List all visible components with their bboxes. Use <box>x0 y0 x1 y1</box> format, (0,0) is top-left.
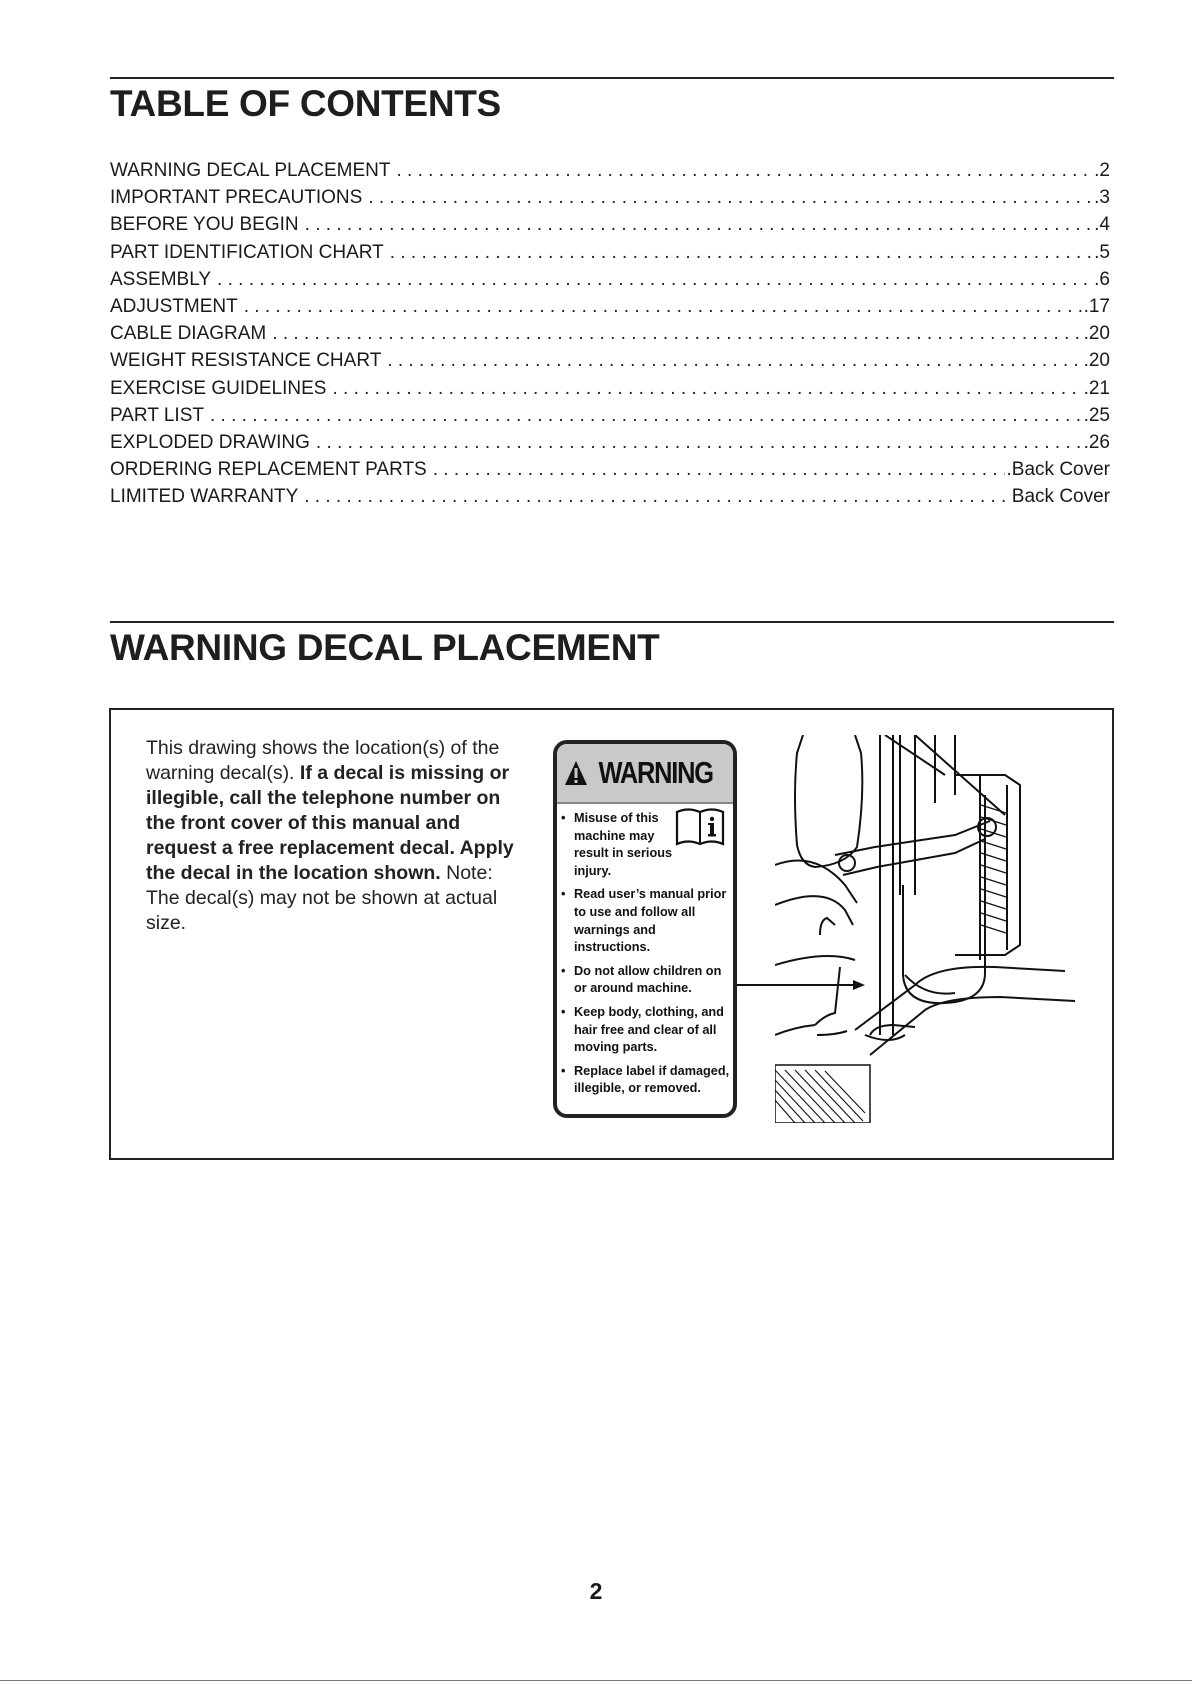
toc-leader <box>217 266 1092 293</box>
toc-entry[interactable] <box>110 347 1110 374</box>
toc-entry[interactable] <box>110 157 1110 184</box>
decal-instructions <box>146 736 526 936</box>
machine-illustration <box>775 735 1075 1123</box>
toc-entry-label: WEIGHT RESISTANCE CHART <box>110 350 382 372</box>
toc-leader <box>304 483 1010 510</box>
warning-triangle-icon <box>564 760 588 786</box>
toc-title: TABLE OF CONTENTS <box>110 83 501 124</box>
toc-entry-label: ADJUSTMENT <box>110 295 238 317</box>
toc-entry-page: .2 <box>1094 160 1110 181</box>
toc-entry[interactable] <box>110 293 1110 320</box>
toc-list <box>110 157 1110 510</box>
toc-leader <box>316 429 1082 456</box>
toc-entry-label: PART IDENTIFICATION CHART <box>110 241 384 263</box>
toc-entry-page: .3 <box>1094 187 1110 209</box>
warning-bullet: • Do not allow children on or around machine. <box>557 963 733 998</box>
warning-bullet: • Keep body, clothing, and hair free and clear of all moving parts. <box>557 1004 733 1057</box>
toc-entry[interactable] <box>110 483 1110 510</box>
toc-entry[interactable] <box>110 320 1110 347</box>
toc-top-rule <box>110 77 1114 79</box>
warning-decal-header <box>557 744 733 804</box>
toc-entry-page: .20 <box>1083 323 1110 345</box>
decal-pointer-arrow <box>737 975 867 995</box>
toc-entry-label: PART LIST <box>110 404 204 426</box>
toc-entry-label: EXPLODED DRAWING <box>110 431 310 453</box>
toc-entry-page: .25 <box>1083 404 1110 426</box>
decal-intro-text: This drawing shows the location(s) of the warning decal(s). <box>146 737 500 784</box>
toc-entry-page: Back Cover <box>1011 486 1110 508</box>
toc-leader <box>387 347 1081 374</box>
toc-entry[interactable] <box>110 184 1110 211</box>
toc-leader <box>244 293 1082 320</box>
toc-entry-label: WARNING DECAL PLACEMENT <box>110 160 391 181</box>
manual-book-icon <box>675 806 725 848</box>
toc-leader <box>332 375 1081 402</box>
toc-entry-label: IMPORTANT PRECAUTIONS <box>110 187 363 209</box>
warning-bullet: • Read user’s manual prior to use and follow all warnings and instructions. <box>557 886 733 956</box>
toc-entry-page: .17 <box>1083 295 1110 317</box>
decal-intro-bold: If a decal is missing or illegible, call the telephone number on the front cover of this manual and request a free replacement decal. Apply the decal in the location shown. <box>146 762 514 884</box>
toc-entry-label: CABLE DIAGRAM <box>110 323 267 345</box>
warning-bullets <box>557 804 733 1098</box>
warning-decal <box>553 740 737 1118</box>
toc-entry[interactable] <box>110 456 1110 483</box>
toc-entry-label: ASSEMBLY <box>110 268 212 290</box>
toc-leader <box>433 456 1005 483</box>
toc-entry[interactable] <box>110 266 1110 293</box>
toc-leader <box>272 320 1081 347</box>
toc-entry[interactable] <box>110 211 1110 238</box>
toc-entry-label: ORDERING REPLACEMENT PARTS <box>110 459 427 481</box>
warning-decal-title: WARNING <box>598 755 714 790</box>
toc-entry-page: .6 <box>1094 268 1110 290</box>
toc-entry[interactable] <box>110 375 1110 402</box>
warning-section-title: WARNING DECAL PLACEMENT <box>110 627 660 668</box>
toc-entry-page: .5 <box>1094 241 1110 263</box>
toc-entry-page: .26 <box>1083 431 1110 453</box>
decal-note: Note: The decal(s) may not be shown at actual size. <box>146 862 498 934</box>
toc-leader <box>368 184 1092 211</box>
toc-leader <box>390 239 1092 266</box>
page-bottom-rule <box>0 1680 1192 1681</box>
toc-entry[interactable] <box>110 239 1110 266</box>
toc-entry-label: BEFORE YOU BEGIN <box>110 214 299 236</box>
warning-bullet: • Misuse of this machine may result in serious injury. <box>557 810 733 880</box>
toc-entry-label: EXERCISE GUIDELINES <box>110 377 327 399</box>
toc-entry[interactable] <box>110 402 1110 429</box>
toc-entry-page: .21 <box>1083 377 1110 399</box>
toc-entry-page: .Back Cover <box>1006 459 1110 481</box>
warning-top-rule <box>110 621 1114 623</box>
toc-leader <box>396 157 1092 184</box>
warning-bullet: • Replace label if damaged, illegible, or removed. <box>557 1063 733 1098</box>
page-number: 2 <box>589 1578 603 1604</box>
toc-entry-page: .4 <box>1094 214 1110 236</box>
toc-entry-page: .20 <box>1083 350 1110 372</box>
toc-entry-label: LIMITED WARRANTY <box>110 486 299 508</box>
toc-leader <box>210 402 1082 429</box>
toc-entry[interactable] <box>110 429 1110 456</box>
toc-leader <box>305 211 1093 238</box>
